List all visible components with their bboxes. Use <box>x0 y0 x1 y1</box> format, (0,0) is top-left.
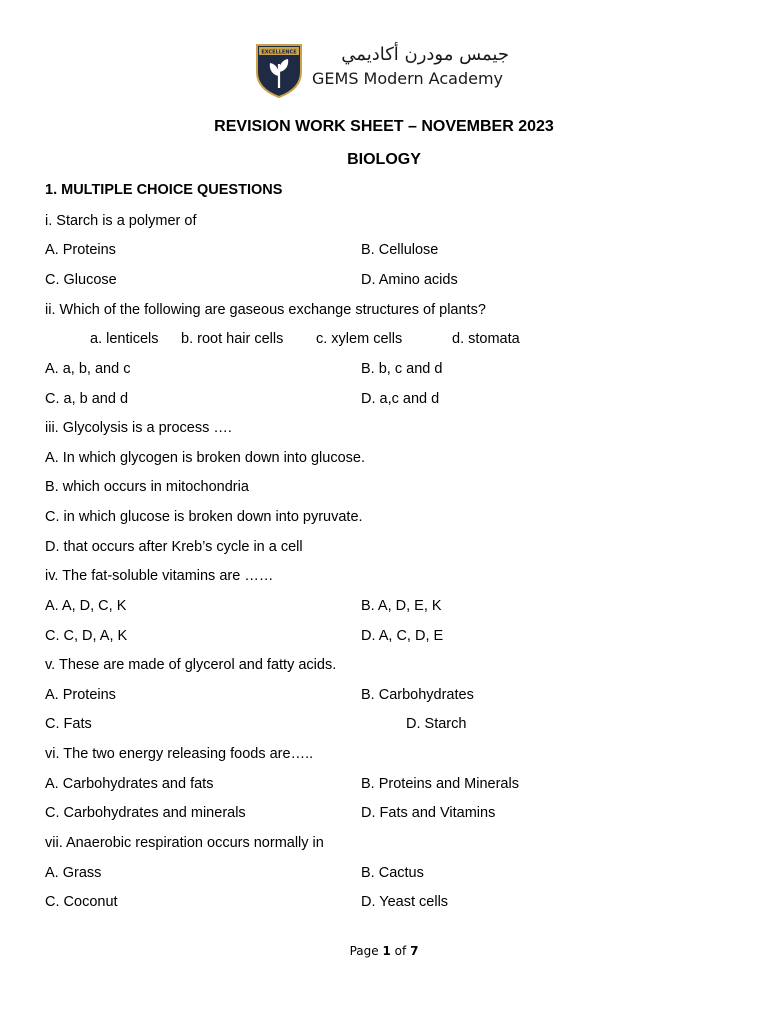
answer-option: D. that occurs after Kreb’s cycle in a cell <box>45 539 303 555</box>
answer-option: A. In which glycogen is broken down into glucose. <box>45 450 365 466</box>
answer-option: B. A, D, E, K <box>361 598 442 614</box>
answer-option: C. Coconut <box>45 894 118 910</box>
answer-option: A. Grass <box>45 865 102 881</box>
answer-option: B. Proteins and Minerals <box>361 776 519 792</box>
answer-option: B. Cactus <box>361 865 424 881</box>
question-stem: vii. Anaerobic respiration occurs normally in <box>45 835 324 851</box>
section-heading: 1. MULTIPLE CHOICE QUESTIONS <box>45 182 283 198</box>
answer-option: C. Fats <box>45 716 92 732</box>
school-name-english: GEMS Modern Academy <box>312 69 503 88</box>
sub-item: b. root hair cells <box>181 331 284 347</box>
sub-item: d. stomata <box>452 331 520 347</box>
svg-text:EXCELLENCE: EXCELLENCE <box>261 49 297 56</box>
answer-option: C. C, D, A, K <box>45 628 128 644</box>
of-word: of <box>394 944 407 958</box>
answer-option: B. Cellulose <box>361 242 439 258</box>
answer-option: A. Carbohydrates and fats <box>45 776 214 792</box>
answer-option: D. Amino acids <box>361 272 458 288</box>
question-stem: iii. Glycolysis is a process …. <box>45 420 232 436</box>
worksheet-title: REVISION WORK SHEET – NOVEMBER 2023 <box>214 118 554 135</box>
page-footer <box>0 944 768 958</box>
answer-option: D. A, C, D, E <box>361 628 444 644</box>
answer-option: A. a, b, and c <box>45 361 131 377</box>
page-word: Page <box>349 944 379 958</box>
answer-option: C. in which glucose is broken down into pyruvate. <box>45 509 363 525</box>
answer-option: A. Proteins <box>45 242 116 258</box>
question-stem: ii. Which of the following are gaseous exchange structures of plants? <box>45 302 486 318</box>
school-name-arabic: جيمس مودرن أكاديمي <box>341 44 509 65</box>
question-stem: vi. The two energy releasing foods are….. <box>45 746 314 762</box>
subject-title: BIOLOGY <box>347 151 421 168</box>
answer-option: D. Starch <box>406 716 467 732</box>
school-crest-icon <box>254 42 304 98</box>
answer-option: C. Carbohydrates and minerals <box>45 805 246 821</box>
question-stem: i. Starch is a polymer of <box>45 213 197 229</box>
answer-option: B. Carbohydrates <box>361 687 474 703</box>
answer-option: D. Fats and Vitamins <box>361 805 496 821</box>
page-number: 1 <box>382 944 391 958</box>
answer-option: A. Proteins <box>45 687 116 703</box>
answer-option: B. which occurs in mitochondria <box>45 479 249 495</box>
answer-option: C. Glucose <box>45 272 117 288</box>
question-stem: v. These are made of glycerol and fatty acids. <box>45 657 337 673</box>
answer-option: A. A, D, C, K <box>45 598 127 614</box>
answer-option: D. Yeast cells <box>361 894 449 910</box>
page-total: 7 <box>410 944 419 958</box>
sub-item: c. xylem cells <box>316 331 403 347</box>
answer-option: B. b, c and d <box>361 361 443 377</box>
answer-option: D. a,c and d <box>361 391 440 407</box>
school-logo <box>254 42 514 100</box>
answer-option: C. a, b and d <box>45 391 129 407</box>
question-stem: iv. The fat-soluble vitamins are …… <box>45 568 274 584</box>
sub-item: a. lenticels <box>90 331 159 347</box>
